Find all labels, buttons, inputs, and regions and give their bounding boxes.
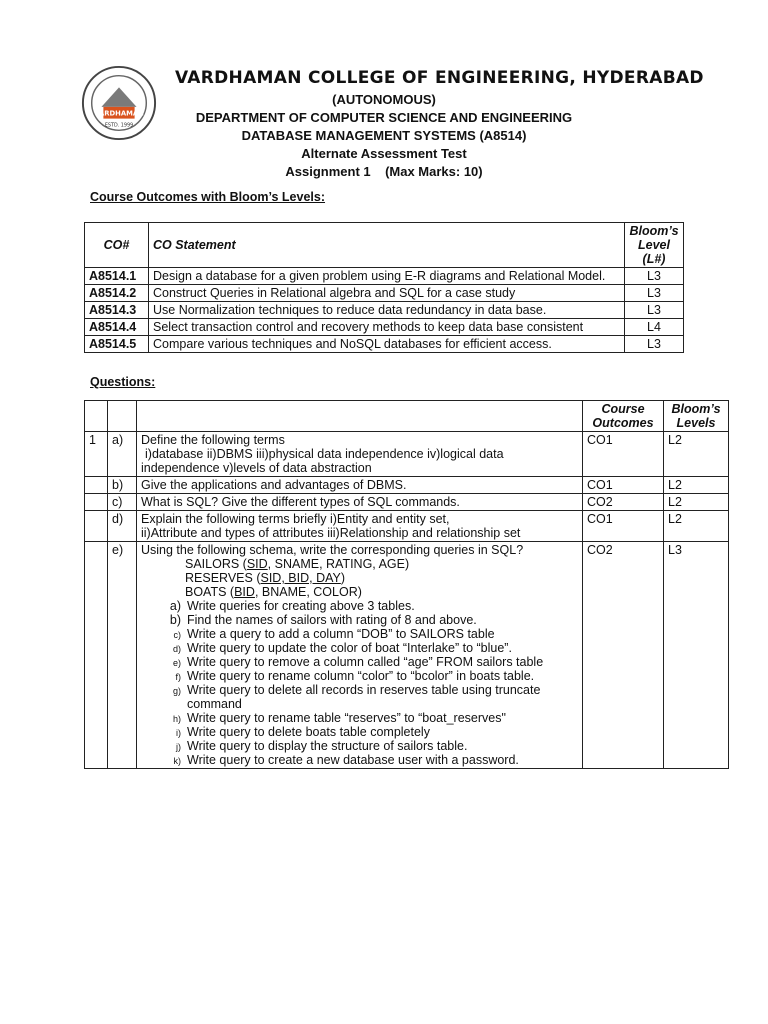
sub-query-label: c) <box>173 630 181 640</box>
co-row <box>85 336 684 353</box>
sub-query-text: Write query to delete boats table completely <box>187 725 430 739</box>
assignment-label: Assignment 1 <box>285 164 371 179</box>
sub-query-label: b) <box>169 613 181 627</box>
blooms-levels-header: Bloom’s Levels <box>664 401 729 432</box>
co-code: A8514.5 <box>85 336 149 353</box>
question-co: CO2 <box>583 542 664 769</box>
co-statement: Compare various techniques and NoSQL databases for efficient access. <box>149 336 625 353</box>
question-level: L2 <box>664 511 729 542</box>
svg-text:ESTD. 1999: ESTD. 1999 <box>104 122 134 129</box>
sub-query-text: Write a query to add a column “DOB” to SAILORS table <box>187 627 495 641</box>
sub-query-text: Write query to rename table “reserves” to “boat_reserves" <box>187 711 506 725</box>
co-code: A8514.1 <box>85 268 149 285</box>
question-row <box>85 542 729 769</box>
question-co: CO1 <box>583 432 664 477</box>
questions-table <box>84 400 729 769</box>
question-number <box>85 511 108 542</box>
sub-query-item <box>141 627 578 641</box>
question-text <box>137 542 583 769</box>
sub-query-label: e) <box>172 658 181 668</box>
college-name: VARDHAMAN COLLEGE OF ENGINEERING, HYDERABAD <box>175 68 704 88</box>
co-row <box>85 319 684 336</box>
sub-query-label: g) <box>172 686 181 696</box>
sub-query-item <box>141 599 578 613</box>
question-text <box>137 477 583 494</box>
sub-query-item <box>141 683 578 711</box>
sub-query-label: h) <box>172 714 181 724</box>
co-statement: Design a database for a given problem using E-R diagrams and Relational Model. <box>149 268 625 285</box>
schema-boats: BOATS (BID, BNAME, COLOR) <box>185 585 362 599</box>
question-co: CO1 <box>583 511 664 542</box>
question-row <box>85 477 729 494</box>
question-co: CO1 <box>583 477 664 494</box>
co-row <box>85 268 684 285</box>
question-text <box>137 511 583 542</box>
co-statement: Use Normalization techniques to reduce data redundancy in data base. <box>149 302 625 319</box>
sub-query-label: j) <box>176 742 181 752</box>
question-label: c) <box>108 494 137 511</box>
course-outcomes-table <box>84 222 684 353</box>
question-row <box>85 494 729 511</box>
co-number-header: CO# <box>85 223 149 268</box>
question-number <box>85 542 108 769</box>
sub-query-text: Write query to create a new database user with a password. <box>187 753 519 767</box>
co-level: L3 <box>625 336 684 353</box>
sub-query-text: Find the names of sailors with rating of 8 and above. <box>187 613 477 627</box>
question-level: L2 <box>664 432 729 477</box>
question-number <box>85 477 108 494</box>
question-text <box>137 494 583 511</box>
co-row <box>85 302 684 319</box>
bloom-level-header: Bloom’s Level (L#) <box>625 223 684 268</box>
sub-query-text: Write query to display the structure of sailors table. <box>187 739 468 753</box>
question-text <box>137 432 583 477</box>
sub-query-label: f) <box>175 672 181 682</box>
sub-query-item <box>141 711 578 725</box>
sub-query-item <box>141 725 578 739</box>
co-statement: Select transaction control and recovery methods to keep data base consistent <box>149 319 625 336</box>
question-level: L3 <box>664 542 729 769</box>
question-label: b) <box>108 477 137 494</box>
question-line-2: i)database ii)DBMS iii)physical data independence iv)logical data <box>145 447 504 461</box>
test-title: Alternate Assessment Test <box>301 146 467 161</box>
co-header-row <box>85 223 684 268</box>
sub-query-text: Write queries for creating above 3 tables. <box>187 599 415 613</box>
question-line-2: ii)Attribute and types of attributes iii)Relationship and relationship set <box>141 526 521 540</box>
questions-header-row <box>85 401 729 432</box>
question-line-1: Explain the following terms briefly i)Entity and entity set, <box>141 512 450 526</box>
department-name: DEPARTMENT OF COMPUTER SCIENCE AND ENGINEERING <box>195 110 573 125</box>
question-line-1: Define the following terms <box>141 433 285 447</box>
question-row <box>85 511 729 542</box>
autonomous-label: (AUTONOMOUS) <box>332 92 436 107</box>
sub-query-label: d) <box>172 644 181 654</box>
course-outcomes-title: Course Outcomes with Bloom’s Levels: <box>90 190 326 204</box>
question-line-3: independence v)levels of data abstraction <box>141 461 372 475</box>
sub-query-item <box>141 641 578 655</box>
co-statement-header: CO Statement <box>149 223 625 268</box>
sub-query-text: Write query to delete all records in reserves table using truncate command <box>187 683 541 711</box>
max-marks: (Max Marks: 10) <box>385 164 483 179</box>
co-code: A8514.2 <box>85 285 149 302</box>
sub-query-label: a) <box>169 599 181 613</box>
co-level: L4 <box>625 319 684 336</box>
question-level: L2 <box>664 477 729 494</box>
sub-query-text: Write query to rename column “color” to “bcolor” in boats table. <box>187 669 535 683</box>
question-number: 1 <box>85 432 108 477</box>
sub-query-item <box>141 613 578 627</box>
svg-text:VARDHAMAN: VARDHAMAN <box>94 109 144 118</box>
question-row <box>85 432 729 477</box>
co-level: L3 <box>625 285 684 302</box>
co-code: A8514.4 <box>85 319 149 336</box>
question-line-1: Give the applications and advantages of DBMS. <box>141 478 407 492</box>
question-line-1: What is SQL? Give the different types of SQL commands. <box>141 495 460 509</box>
sub-query-item <box>141 655 578 669</box>
question-number <box>85 494 108 511</box>
question-line-1: Using the following schema, write the corresponding queries in SQL? <box>141 543 524 557</box>
question-label: a) <box>108 432 137 477</box>
questions-title: Questions: <box>90 375 156 389</box>
subject-name: DATABASE MANAGEMENT SYSTEMS (A8514) <box>241 128 527 143</box>
question-level: L2 <box>664 494 729 511</box>
sub-query-label: k) <box>173 756 181 766</box>
question-co: CO2 <box>583 494 664 511</box>
question-label: e) <box>108 542 137 769</box>
schema-sailors: SAILORS (SID, SNAME, RATING, AGE) <box>185 557 410 571</box>
co-row <box>85 285 684 302</box>
co-level: L3 <box>625 302 684 319</box>
sub-query-item <box>141 753 578 767</box>
question-label: d) <box>108 511 137 542</box>
sub-query-text: Write query to update the color of boat “Interlake” to “blue”. <box>187 641 512 655</box>
assignment-line <box>0 164 768 179</box>
schema-reserves: RESERVES (SID, BID, DAY) <box>185 571 346 585</box>
sub-query-item <box>141 739 578 753</box>
course-outcomes-header: Course Outcomes <box>583 401 664 432</box>
sub-query-label: i) <box>176 728 181 738</box>
co-code: A8514.3 <box>85 302 149 319</box>
sub-query-list <box>141 599 578 767</box>
co-level: L3 <box>625 268 684 285</box>
sub-query-item <box>141 669 578 683</box>
co-statement: Construct Queries in Relational algebra and SQL for a case study <box>149 285 625 302</box>
sub-query-text: Write query to remove a column called “age” FROM sailors table <box>187 655 544 669</box>
